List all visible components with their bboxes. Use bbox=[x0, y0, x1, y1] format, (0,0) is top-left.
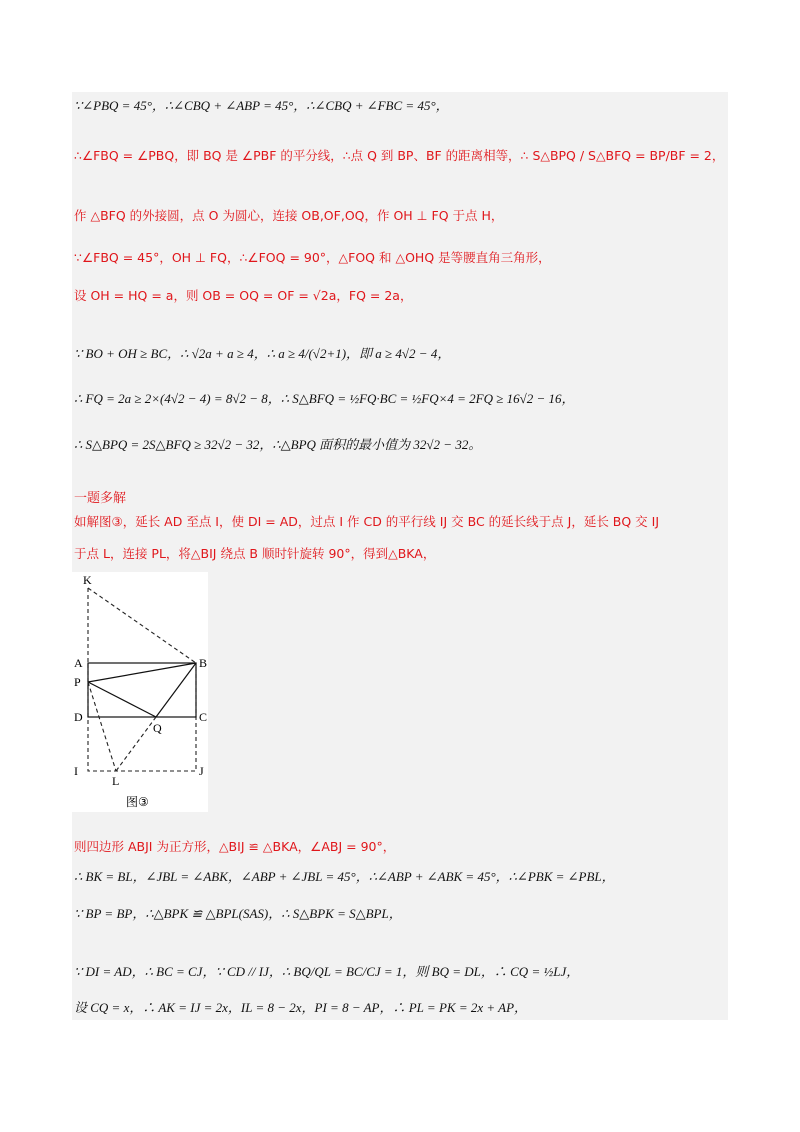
label-a: A bbox=[74, 656, 83, 670]
segment-kb bbox=[88, 588, 196, 663]
line-15-text: 设 CQ = x，∴ AK = IJ = 2x，IL = 8 − 2x，PI = 8 − AP，∴ PL = PK = 2x + AP， bbox=[74, 1000, 528, 1015]
line-13-text: ∵ BP = BP，∴△BPK ≌ △BPL(SAS)，∴ S△BPK = S△BPL， bbox=[74, 906, 402, 921]
line-3-text: 作 △BFQ 的外接圆，点 O 为圆心，连接 OB,OF,OQ，作 OH ⊥ FQ 于点 H， bbox=[74, 208, 504, 223]
line-11-text: 则四边形 ABJI 为正方形，△BIJ ≌ △BKA，∠ABJ = 90°， bbox=[74, 839, 396, 854]
label-q: Q bbox=[153, 721, 162, 735]
solution-line-3 bbox=[74, 207, 503, 226]
solution-line-15 bbox=[74, 999, 527, 1018]
solution-line-10 bbox=[74, 545, 435, 564]
solution-line-14 bbox=[74, 963, 579, 982]
label-l: L bbox=[112, 774, 120, 788]
line-2-text: ∴∠FBQ = ∠PBQ，即 BQ 是 ∠PBF 的平分线，∴点 Q 到 BP、BF 的距离相等，∴ S△BPQ / S△BFQ = BP/BF = 2， bbox=[74, 148, 725, 163]
line-10-text: 于点 L，连接 PL，将△BIJ 绕点 B 顺时针旋转 90°，得到△BKA， bbox=[74, 546, 436, 561]
line-1-text: ∵∠PBQ = 45°，∴∠CBQ + ∠ABP = 45°，∴∠CBQ + ∠FBC = 45°， bbox=[74, 98, 449, 113]
label-p: P bbox=[74, 675, 81, 689]
label-d: D bbox=[74, 710, 83, 724]
label-b: B bbox=[199, 656, 208, 670]
line-6-text: ∵ BO + OH ≥ BC，∴ √2a + a ≥ 4，∴ a ≥ 4/(√2+1)，即 a ≥ 4√2 − 4， bbox=[74, 346, 451, 361]
segment-pb bbox=[88, 663, 196, 682]
line-5-text: 设 OH = HQ = a，则 OB = OQ = OF = √2a，FQ = 2a， bbox=[74, 288, 413, 303]
geometry-figure bbox=[72, 572, 208, 812]
segment-pq bbox=[88, 682, 156, 717]
segment-bq bbox=[156, 663, 196, 717]
solution-line-2 bbox=[74, 147, 724, 166]
solution-line-9 bbox=[74, 513, 659, 532]
segment-pl bbox=[88, 682, 116, 771]
solution-line-11 bbox=[74, 838, 395, 857]
solution-line-1 bbox=[74, 97, 449, 116]
solution-line-6 bbox=[74, 345, 450, 364]
solution-line-5 bbox=[74, 287, 412, 306]
segment-ql bbox=[116, 717, 156, 771]
solution-line-13 bbox=[74, 905, 402, 924]
line-14-text: ∵ DI = AD，∴ BC = CJ，∵ CD // IJ，∴ BQ/QL = BC/CJ = 1，则 BQ = DL，∴ CQ = ½LJ， bbox=[74, 964, 580, 979]
label-k: K bbox=[83, 573, 92, 587]
line-9-text: 如解图③，延长 AD 至点 I，使 DI = AD，过点 I 作 CD 的平行线 IJ 交 BC 的延长线于点 J，延长 BQ 交 IJ bbox=[74, 514, 660, 529]
solution-line-4 bbox=[74, 249, 551, 268]
solution-line-8 bbox=[74, 436, 481, 455]
line-4-text: ∵∠FBQ = 45°，OH ⊥ FQ，∴∠FOQ = 90°，△FOQ 和 △OHQ 是等腰直角三角形， bbox=[74, 250, 551, 265]
section-title: 一题多解 bbox=[74, 491, 127, 506]
line-12-text: ∴ BK = BL，∠JBL = ∠ABK，∠ABP + ∠JBL = 45°，∴∠ABP + ∠ABK = 45°，∴∠PBK = ∠PBL， bbox=[74, 869, 615, 884]
line-7-text: ∴ FQ = 2a ≥ 2×(4√2 − 4) = 8√2 − 8，∴ S△BFQ = ½FQ·BC = ½FQ×4 = 2FQ ≥ 16√2 − 16， bbox=[74, 391, 575, 406]
figure-svg bbox=[72, 572, 208, 812]
label-j: J bbox=[199, 764, 204, 778]
solution-line-7 bbox=[74, 390, 575, 409]
line-8-text: ∴ S△BPQ = 2S△BFQ ≥ 32√2 − 32，∴△BPQ 面积的最小值为 32√2 − 32。 bbox=[74, 437, 482, 452]
label-i: I bbox=[74, 764, 78, 778]
figure-caption: 图③ bbox=[126, 795, 149, 809]
label-c: C bbox=[199, 710, 208, 724]
solution-line-12 bbox=[74, 868, 615, 887]
